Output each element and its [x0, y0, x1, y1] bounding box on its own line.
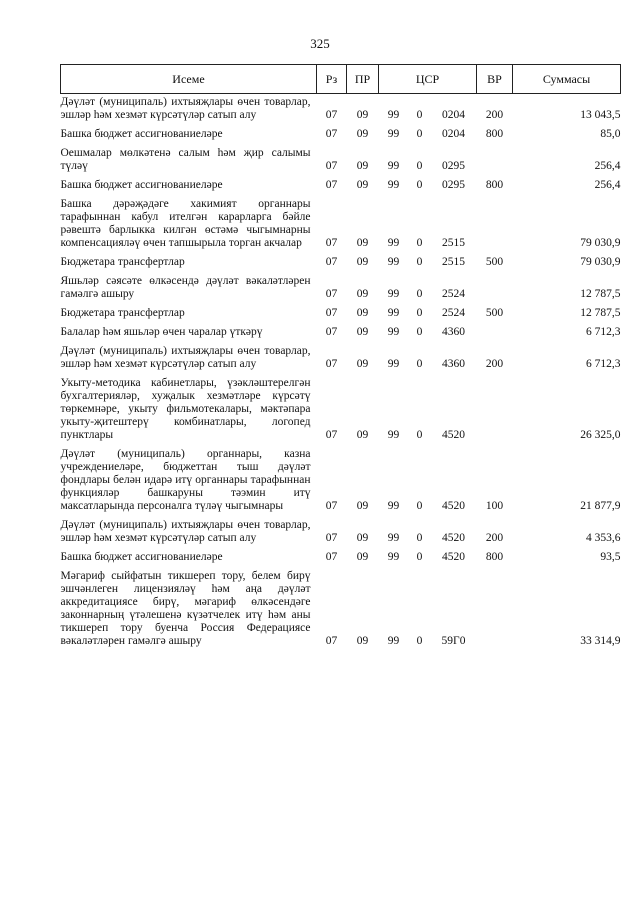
row-csr-subprogram: 0: [416, 500, 423, 512]
table-row: [61, 94, 621, 129]
row-csr-program: 99: [387, 237, 400, 249]
row-rz: 07: [325, 288, 338, 300]
row-name: Мәгариф сыйфатын тикшереп тору, белем бирү эшчәнлеген лицензияләү һәм аңа дәүләт аккредитациясе бирү, мәгариф өлкәсендәге законнарның үтәлешенә күзәтчелек итү һәм аны тикшереп тору буенча Россия Федерациясе вәкаләтләрен гамәлгә ашыру: [60, 570, 311, 647]
row-csr-subprogram: 0: [416, 160, 423, 172]
row-sum: 79 030,9: [580, 256, 621, 268]
row-rz: 07: [325, 358, 338, 370]
row-pr: 09: [356, 429, 369, 441]
row-csr-subprogram: 0: [416, 179, 423, 191]
row-rz: 07: [325, 551, 338, 563]
row-name: Дәүләт (муниципаль) ихтыяҗлары өчен товарлар, эшләр һәм хезмәт күрсәтүләр сатып алу: [60, 96, 311, 121]
row-sum: 26 325,0: [580, 429, 621, 441]
row-sum: 6 712,3: [586, 358, 621, 370]
row-rz: 07: [325, 307, 338, 319]
row-name: Башка дәрәҗәдәге хакимият органнары тарафыннан кабул ителгән карарларга бәйле рәвештә барлыкка килгән өстәмә чыгымнарны компенсацияләү өчен тапшырыла торган акчалар: [60, 198, 311, 249]
row-pr: 09: [356, 307, 369, 319]
row-csr-program: 99: [387, 109, 400, 121]
row-csr-direction: 0295: [442, 179, 465, 191]
table-row: [61, 179, 621, 198]
row-csr-direction: 0295: [442, 160, 465, 172]
row-pr: 09: [356, 326, 369, 338]
row-name: Бюджетара трансфертлар: [60, 307, 185, 319]
row-pr: 09: [356, 358, 369, 370]
row-name: Башка бюджет ассигнованиеләре: [60, 128, 223, 140]
row-rz: 07: [325, 326, 338, 338]
header-rz: Рз: [317, 65, 347, 94]
row-rz: 07: [325, 237, 338, 249]
page-number: 325: [310, 36, 330, 51]
row-csr-program: 99: [387, 307, 400, 319]
row-csr-program: 99: [387, 179, 400, 191]
row-vr: 800: [485, 551, 504, 563]
header-csr: ЦСР: [379, 65, 477, 94]
row-csr-subprogram: 0: [416, 429, 423, 441]
row-vr: [477, 147, 513, 179]
row-csr-subprogram: 0: [416, 288, 423, 300]
row-pr: 09: [356, 635, 369, 647]
table-body: [61, 94, 621, 655]
header-pr: ПР: [347, 65, 379, 94]
row-csr-subprogram: 0: [416, 307, 423, 319]
row-name: Башка бюджет ассигнованиеләре: [60, 551, 223, 563]
row-csr-program: 99: [387, 128, 400, 140]
row-sum: 21 877,9: [580, 500, 621, 512]
row-csr-program: 99: [387, 160, 400, 172]
row-sum: 93,5: [600, 551, 621, 563]
row-sum: 13 043,5: [580, 109, 621, 121]
table-row: [61, 519, 621, 551]
row-csr-subprogram: 0: [416, 635, 423, 647]
row-name: Укыту-методика кабинетлары, үзәкләштерелгән бухгалтерияләр, хуҗалык хезмәтләре күрсәтү төркемнәре, укыту фильмотекалары, мәктәпара укыту-җитештерү комбинатлары, логопед пунктлары: [60, 377, 311, 441]
row-rz: 07: [325, 532, 338, 544]
row-pr: 09: [356, 288, 369, 300]
row-name: Яшьләр сәясәте өлкәсендә дәүләт вәкаләтләрен гамәлгә ашыру: [60, 275, 311, 300]
table-row: [61, 147, 621, 179]
table-row: [61, 551, 621, 570]
row-vr: [477, 275, 513, 307]
row-rz: 07: [325, 109, 338, 121]
table-row: [61, 275, 621, 307]
row-sum: 79 030,9: [580, 237, 621, 249]
table-row: [61, 256, 621, 275]
row-csr-direction: 4360: [442, 358, 465, 370]
row-vr: 200: [485, 109, 504, 121]
header-sum: Суммасы: [513, 65, 621, 94]
row-csr-program: 99: [387, 429, 400, 441]
row-rz: 07: [325, 160, 338, 172]
header-vr: ВР: [477, 65, 513, 94]
row-csr-program: 99: [387, 288, 400, 300]
row-rz: 07: [325, 429, 338, 441]
row-csr-subprogram: 0: [416, 128, 423, 140]
row-vr: 800: [485, 179, 504, 191]
row-vr: [477, 377, 513, 448]
table-row: [61, 448, 621, 519]
row-rz: 07: [325, 179, 338, 191]
row-csr-direction: 4520: [442, 551, 465, 563]
row-csr-direction: 2515: [442, 256, 465, 268]
row-csr-subprogram: 0: [416, 109, 423, 121]
row-csr-program: 99: [387, 635, 400, 647]
row-sum: 12 787,5: [580, 288, 621, 300]
row-pr: 09: [356, 160, 369, 172]
row-vr: [477, 326, 513, 345]
row-sum: 4 353,6: [586, 532, 621, 544]
row-csr-direction: 4520: [442, 500, 465, 512]
row-csr-direction: 4360: [442, 326, 465, 338]
row-csr-program: 99: [387, 551, 400, 563]
row-name: Башка бюджет ассигнованиеләре: [60, 179, 223, 191]
row-sum: 6 712,3: [586, 326, 621, 338]
table-row: [61, 377, 621, 448]
row-vr: 500: [485, 256, 504, 268]
row-vr: 800: [485, 128, 504, 140]
row-csr-subprogram: 0: [416, 237, 423, 249]
row-sum: 12 787,5: [580, 307, 621, 319]
row-csr-program: 99: [387, 326, 400, 338]
row-csr-subprogram: 0: [416, 326, 423, 338]
row-csr-direction: 59Г0: [441, 635, 466, 647]
row-rz: 07: [325, 256, 338, 268]
row-pr: 09: [356, 551, 369, 563]
row-csr-subprogram: 0: [416, 256, 423, 268]
row-sum: 33 314,9: [580, 635, 621, 647]
row-vr: [477, 198, 513, 256]
row-pr: 09: [356, 128, 369, 140]
row-csr-direction: 0204: [442, 128, 465, 140]
row-sum: 85,0: [600, 128, 621, 140]
row-name: Дәүләт (муниципаль) органнары, казна учреждениеләре, бюджеттан тыш дәүләт фондлары белән идарә итү органнары тарафыннан функцияләр башкаруны тәэмин итү максатларында персоналга түләү чыгымнары: [60, 448, 311, 512]
row-vr: 100: [485, 500, 504, 512]
row-rz: 07: [325, 128, 338, 140]
table-header-row: [61, 65, 621, 94]
row-rz: 07: [325, 635, 338, 647]
table-row: [61, 345, 621, 377]
row-pr: 09: [356, 256, 369, 268]
row-pr: 09: [356, 532, 369, 544]
row-name: Бюджетара трансфертлар: [60, 256, 185, 268]
row-vr: 200: [485, 532, 504, 544]
row-rz: 07: [325, 500, 338, 512]
row-pr: 09: [356, 179, 369, 191]
table-row: [61, 128, 621, 147]
row-name: Дәүләт (муниципаль) ихтыяҗлары өчен товарлар, эшләр һәм хезмәт күрсәтүләр сатып алу: [60, 345, 311, 370]
row-csr-program: 99: [387, 532, 400, 544]
header-name: Исеме: [61, 65, 317, 94]
row-name: Оешмалар мөлкәтенә салым һәм җир салымы түләү: [60, 147, 311, 172]
row-pr: 09: [356, 500, 369, 512]
row-csr-direction: 2515: [442, 237, 465, 249]
row-csr-direction: 2524: [442, 288, 465, 300]
row-csr-direction: 4520: [442, 429, 465, 441]
table-row: [61, 198, 621, 256]
row-sum: 256,4: [594, 179, 621, 191]
row-csr-subprogram: 0: [416, 532, 423, 544]
row-vr: 500: [485, 307, 504, 319]
row-vr: 200: [485, 358, 504, 370]
row-sum: 256,4: [594, 160, 621, 172]
row-csr-program: 99: [387, 256, 400, 268]
table-row: [61, 570, 621, 654]
row-pr: 09: [356, 237, 369, 249]
row-pr: 09: [356, 109, 369, 121]
budget-table: [60, 64, 621, 654]
row-csr-subprogram: 0: [416, 551, 423, 563]
row-csr-direction: 0204: [442, 109, 465, 121]
row-name: Балалар һәм яшьләр өчен чаралар үткәрү: [60, 326, 263, 338]
table-row: [61, 326, 621, 345]
row-csr-direction: 2524: [442, 307, 465, 319]
row-csr-program: 99: [387, 500, 400, 512]
row-csr-direction: 4520: [442, 532, 465, 544]
table-row: [61, 307, 621, 326]
row-csr-program: 99: [387, 358, 400, 370]
row-vr: [477, 570, 513, 654]
row-csr-subprogram: 0: [416, 358, 423, 370]
row-name: Дәүләт (муниципаль) ихтыяҗлары өчен товарлар, эшләр һәм хезмәт күрсәтүләр сатып алу: [60, 519, 311, 544]
